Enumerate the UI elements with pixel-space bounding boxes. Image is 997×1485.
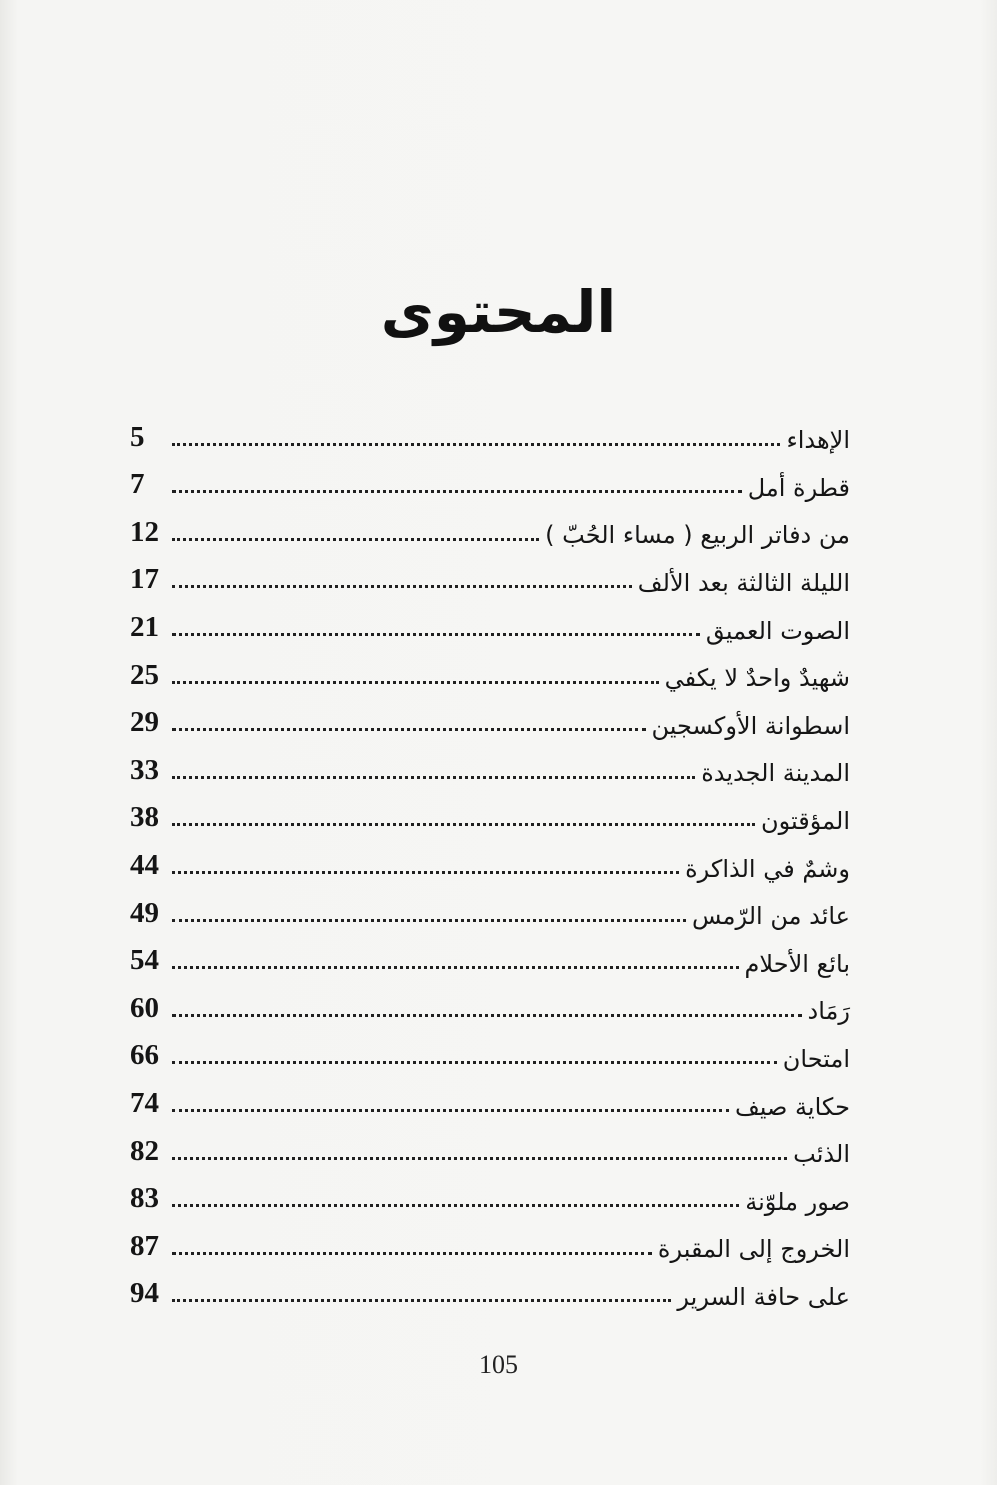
toc-entry-title: اسطوانة الأوكسجين (651, 711, 850, 740)
dot-leader (172, 869, 679, 874)
dot-leader (172, 726, 646, 731)
dot-leader (172, 583, 632, 588)
dot-leader (172, 917, 686, 922)
toc-page-number: 82 (130, 1134, 159, 1167)
toc-page-number: 66 (130, 1039, 159, 1072)
toc-row (130, 1267, 850, 1315)
dot-leader (172, 1059, 777, 1064)
toc-page-number: 25 (130, 658, 159, 691)
toc-entry-title: من دفاتر الربيع ( مساء الحُبّ ) (545, 521, 850, 550)
toc-entry-title: بائع الأحلام (744, 949, 850, 978)
toc-page-number: 33 (130, 753, 159, 786)
toc-row (130, 886, 850, 934)
toc-row (130, 1219, 850, 1267)
toc-entry-title: الخروج إلى المقبرة (657, 1235, 850, 1264)
dot-leader (172, 1250, 652, 1255)
toc-row (130, 696, 850, 744)
toc-entry-title: المدينة الجديدة (701, 759, 850, 788)
dot-leader (172, 679, 659, 684)
toc-entry-title: الصوت العميق (705, 616, 850, 645)
toc-entry-title: شهيدٌ واحدٌ لا يكفي (664, 664, 850, 693)
toc-page-number: 7 (130, 468, 145, 501)
dot-leader (172, 964, 739, 969)
toc-page-number: 12 (130, 515, 159, 548)
toc-entry-title: المؤقتون (761, 806, 850, 835)
dot-leader (172, 1107, 729, 1112)
toc-row (130, 981, 850, 1029)
toc-entry-title: الليلة الثالثة بعد الألف (637, 568, 850, 597)
toc-entry-title: امتحان (782, 1044, 850, 1073)
dot-leader (172, 441, 780, 446)
toc-row (130, 648, 850, 696)
toc-page-number: 83 (130, 1182, 159, 1215)
toc-entry-title: صور ملوّنة (745, 1187, 850, 1216)
toc-page-number: 17 (130, 563, 159, 596)
toc-entry-title: قطرة أمل (747, 473, 850, 502)
toc-row (130, 600, 850, 648)
page-number: 105 (479, 1350, 518, 1379)
toc-entry-title: رَمَاد (807, 997, 850, 1026)
toc-row (130, 934, 850, 982)
toc-row (130, 1076, 850, 1124)
toc-row (130, 791, 850, 839)
toc-row (130, 1172, 850, 1220)
toc-page-number: 60 (130, 991, 159, 1024)
toc-entry-title: على حافة السرير (677, 1282, 850, 1311)
dot-leader (172, 1297, 671, 1302)
toc-row (130, 505, 850, 553)
toc-entry-title: الذئب (793, 1140, 850, 1169)
toc-page-number: 49 (130, 896, 159, 929)
toc-row (130, 553, 850, 601)
toc-page-number: 74 (130, 1086, 159, 1119)
contents-title: المحتوى (380, 278, 617, 346)
toc-page-number: 44 (130, 848, 159, 881)
dot-leader (172, 821, 755, 826)
toc-page-number: 38 (130, 801, 159, 834)
toc-row (130, 1029, 850, 1077)
toc-entry-title: حكاية صيف (734, 1092, 850, 1121)
toc-page-number: 5 (130, 420, 145, 453)
toc-row (130, 743, 850, 791)
dot-leader (172, 1202, 739, 1207)
toc-page-number: 94 (130, 1277, 159, 1310)
dot-leader (172, 631, 700, 636)
toc-row (130, 838, 850, 886)
toc-entry-title: الإهداء (786, 426, 850, 455)
toc-page-number: 87 (130, 1229, 159, 1262)
dot-leader (172, 488, 742, 493)
toc-page-number: 29 (130, 706, 159, 739)
toc-row (130, 1124, 850, 1172)
dot-leader (172, 1012, 802, 1017)
dot-leader (172, 1155, 787, 1160)
toc-row (130, 458, 850, 506)
table-of-contents (130, 410, 850, 1314)
toc-row (130, 410, 850, 458)
toc-entry-title: وشمٌ في الذاكرة (685, 854, 850, 883)
dot-leader (172, 536, 539, 541)
toc-page-number: 21 (130, 610, 159, 643)
toc-page-number: 54 (130, 944, 159, 977)
toc-entry-title: عائد من الرّمس (692, 902, 850, 931)
dot-leader (172, 774, 695, 779)
